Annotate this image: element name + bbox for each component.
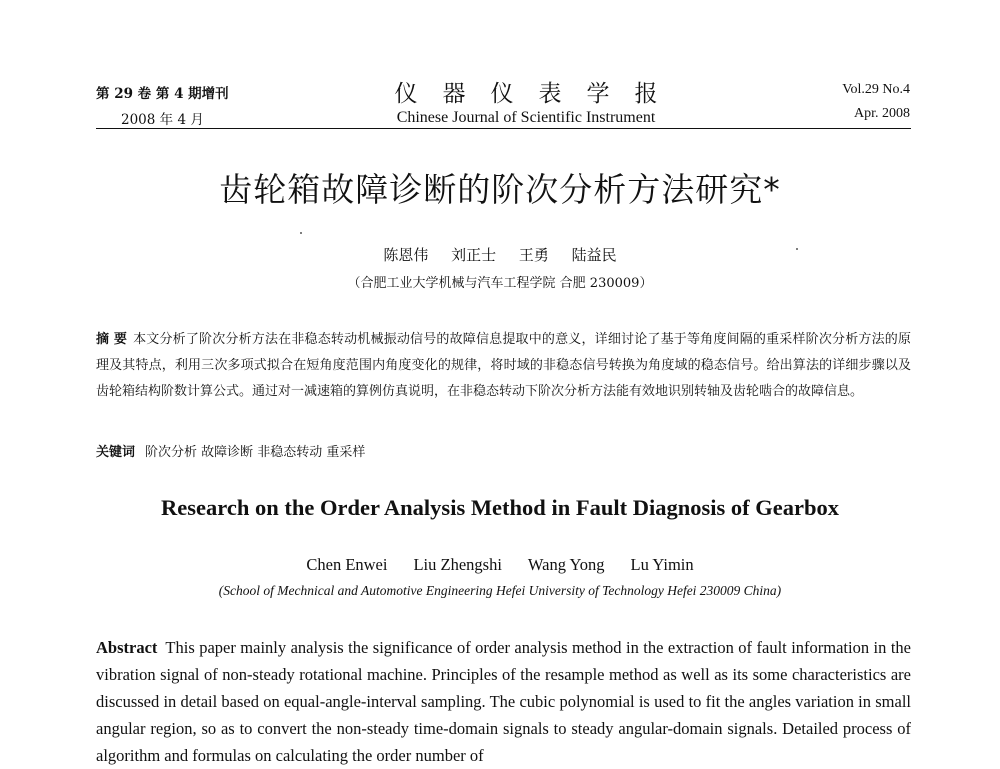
author-en: Lu Yimin bbox=[630, 555, 694, 574]
authors-en bbox=[0, 555, 1000, 575]
author-en: Wang Yong bbox=[527, 555, 605, 574]
affiliation-cn: （合肥工业大学机械与汽车工程学院 合肥 230009） bbox=[347, 276, 653, 291]
header-journal bbox=[376, 81, 683, 127]
speck-mark bbox=[796, 248, 798, 250]
journal-name-cn: 仪器仪表学报 bbox=[394, 81, 683, 107]
keywords-cn-label: 关键词 bbox=[96, 445, 136, 460]
date-cn: 2008 年 4 月 bbox=[121, 112, 204, 128]
speck-mark bbox=[300, 232, 302, 234]
abstract-cn-text: 本文分析了阶次分析方法在非稳态转动机械振动信号的故障信息提取中的意义，详细讨论了基于等角度间隔的重采样阶次分析方法的原理及其特点，利用三次多项式拟合在短角度范围内角度变化的规律，将时域的非稳态信号转换为角度域的稳态信号。给出算法的详细步骤以及齿轮箱结构阶数计算公式。通过对一减速箱的算例仿真说明，在非稳态转动下阶次分析方法能有效地识别转轴及齿轮啮合的故障信息。 bbox=[96, 332, 911, 399]
abstract-cn bbox=[96, 327, 911, 405]
volume-cn: 第 29 卷 第 4 期增刊 bbox=[96, 86, 229, 102]
volume-en: Vol.29 No.4 bbox=[842, 82, 910, 97]
abstract-cn-label: 摘 要 bbox=[96, 332, 128, 347]
keywords-cn-text: 阶次分析 故障诊断 非稳态转动 重采样 bbox=[145, 445, 366, 460]
header-issue-en bbox=[800, 82, 910, 122]
keywords-cn bbox=[96, 441, 911, 460]
title-en: Research on the Order Analysis Method in Fault Diagnosis of Gearbox bbox=[161, 495, 839, 520]
abstract-en bbox=[96, 634, 911, 769]
title-cn: 齿轮箱故障诊断的阶次分析方法研究* bbox=[219, 170, 781, 209]
journal-name-en: Chinese Journal of Scientific Instrument bbox=[396, 109, 656, 126]
author-en: Chen Enwei bbox=[306, 555, 388, 574]
abstract-en-text: This paper mainly analysis the significance of order analysis method in the extraction of fault information in the vibration signal of non-steady rotational machine. Principles of the resample method as well as its some characteristics are discussed in detail based on equal-angle-interval sampling. The cubic polynomial is used to fit the angles variation in small angular region, so as to convert the non-steady time-domain signals to steady angular-domain signals. Detailed process of algorithm and formulas on calculating the order number of bbox=[96, 638, 911, 765]
header-rule bbox=[96, 128, 911, 129]
abstract-en-label: Abstract bbox=[96, 638, 158, 657]
affiliation-en: (School of Mechnical and Automotive Engineering Hefei University of Technology Hefei 230009 China) bbox=[218, 583, 782, 598]
date-en: Apr. 2008 bbox=[854, 106, 910, 121]
header-issue-cn bbox=[96, 82, 266, 128]
author-en: Liu Zhengshi bbox=[413, 555, 502, 574]
authors-cn: 陈恩伟 刘正士 王勇 陆益民 bbox=[383, 246, 617, 264]
